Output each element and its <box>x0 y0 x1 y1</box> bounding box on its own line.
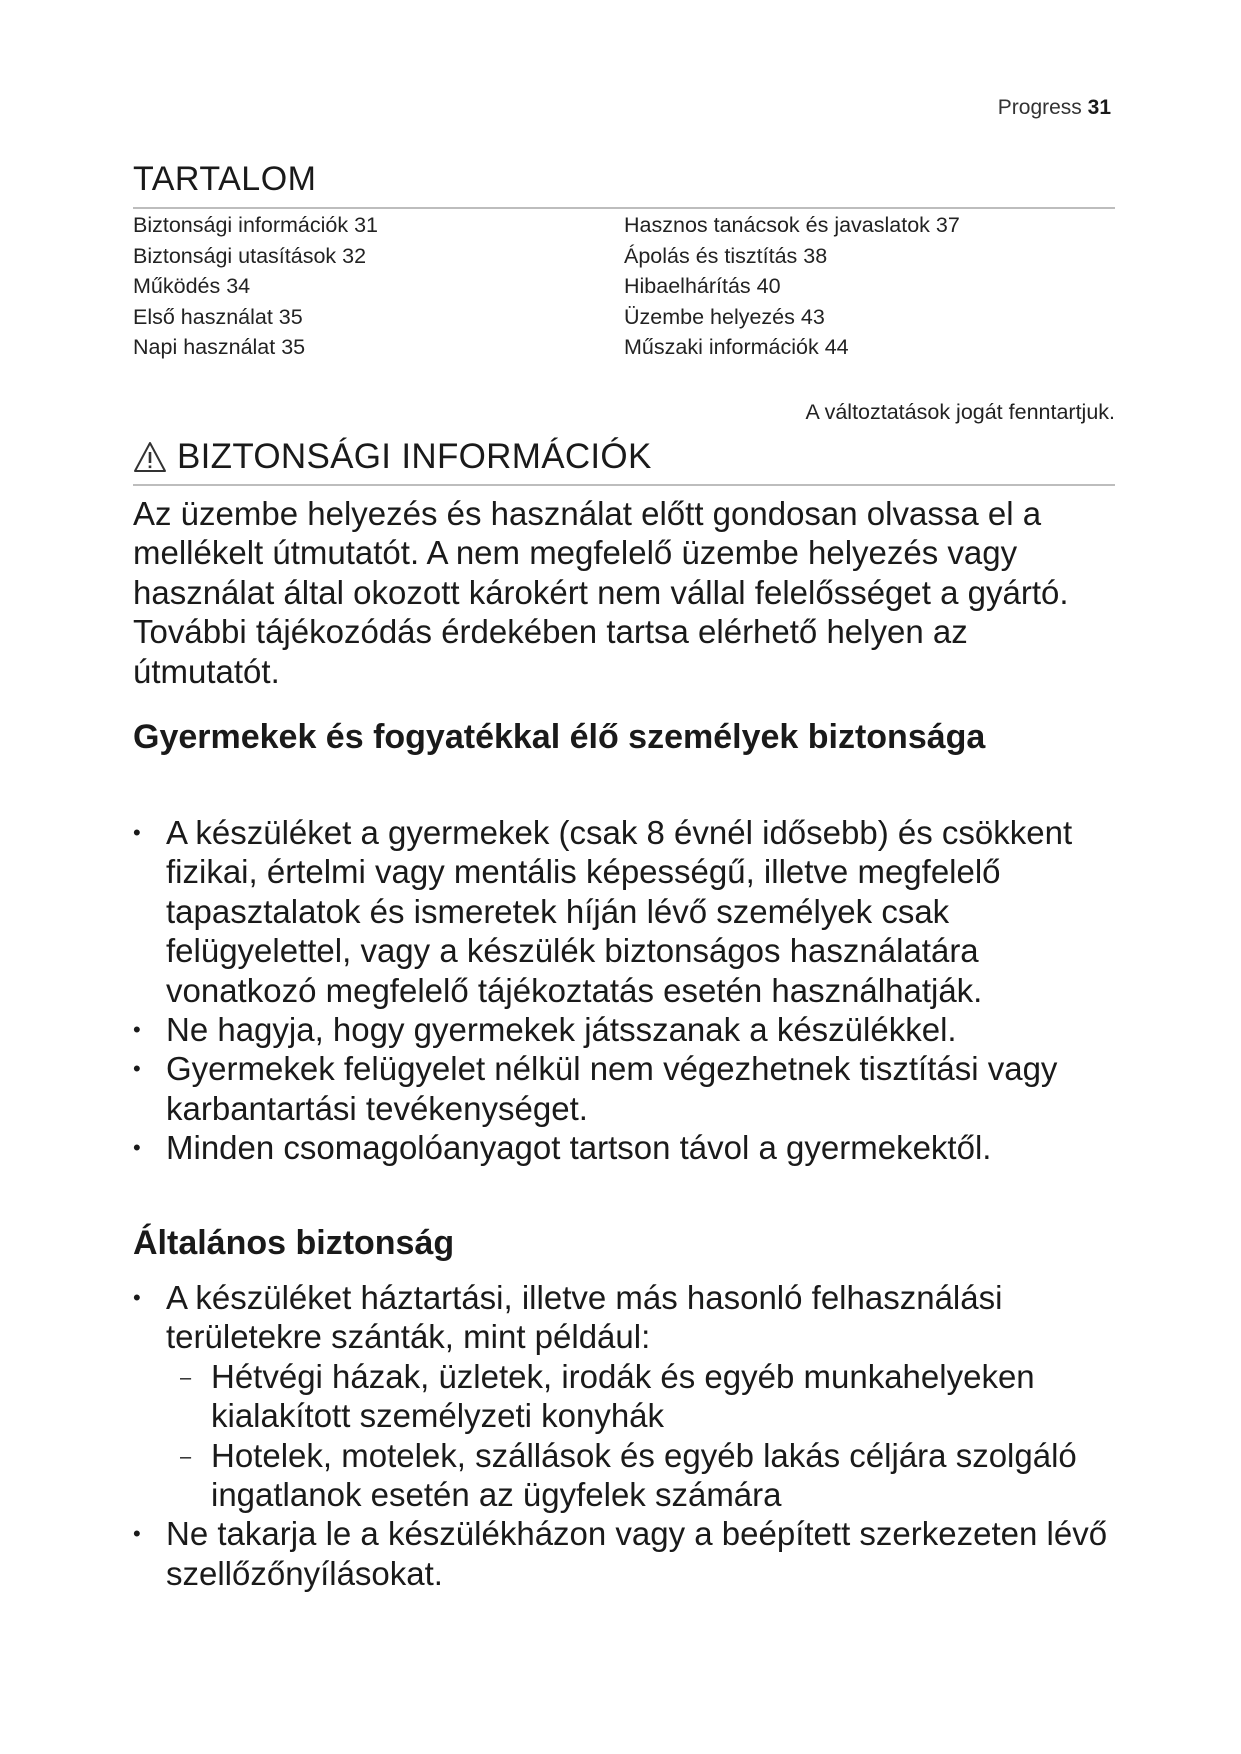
toc-entry[interactable]: Műszaki információk 44 <box>624 335 849 360</box>
toc-entry[interactable]: Első használat 35 <box>133 304 303 329</box>
toc-entry[interactable]: Üzembe helyezés 43 <box>624 304 825 329</box>
list-item: • A készüléket a gyermekek (csak 8 évnél idősebb) és csökkent fizikai, értelmi vagy mentális képességű, illetve megfelelő tapasztalatok és ismeretek híján lévő személyek csak felügyelettel, vagy a készülék biztonságos használatára vonatkozó megfelelő tájékoztatás esetén használhatják. <box>133 813 1115 1010</box>
toc-entry[interactable]: Működés 34 <box>133 274 251 299</box>
rights-note: A változtatások jogát fenntartjuk. <box>805 400 1115 424</box>
table-of-contents <box>133 210 1115 363</box>
list-item-text: A készüléket háztartási, illetve más hasonló felhasználási területekre szánták, mint például: <box>166 1279 1003 1356</box>
list-item: • Gyermekek felügyelet nélkül nem végezhetnek tisztítási vagy karbantartási tevékenységet. <box>133 1049 1115 1128</box>
toc-title: TARTALOM <box>133 160 317 198</box>
toc-left-column <box>133 210 624 363</box>
warning-icon <box>133 441 167 473</box>
toc-entry[interactable]: Biztonsági információk 31 <box>133 213 378 237</box>
list-item <box>133 1278 1115 1514</box>
page-header <box>998 96 1111 120</box>
children-safety-list <box>133 813 1115 1168</box>
toc-entry[interactable]: Hibaelhárítás 40 <box>624 274 781 299</box>
section-divider <box>133 484 1115 486</box>
header-brand: Progress <box>997 96 1082 119</box>
sub-list-item: – Hétvégi házak, üzletek, irodák és egyéb munkahelyeken kialakított személyzeti konyhák <box>180 1357 1115 1436</box>
general-safety-heading: Általános biztonság <box>133 1224 455 1262</box>
section-title-text: BIZTONSÁGI INFORMÁCIÓK <box>177 437 652 476</box>
intro-paragraph: Az üzembe helyezés és használat előtt gondosan olvassa el a mellékelt útmutatót. A nem megfelelő üzembe helyezés vagy használat által okozott károkért nem vállal felelősséget a gyártó. További tájékozódás érdekében tartsa elérhető helyen az útmutatót. <box>133 495 1069 690</box>
toc-divider <box>133 207 1115 209</box>
toc-entry[interactable]: Napi használat 35 <box>133 335 306 360</box>
general-safety-list <box>133 1278 1115 1593</box>
sub-list <box>166 1357 1115 1515</box>
toc-right-column <box>624 210 1115 363</box>
toc-entry[interactable]: Ápolás és tisztítás 38 <box>624 243 828 268</box>
list-item: • Minden csomagolóanyagot tartson távol a gyermekektől. <box>133 1128 1115 1167</box>
list-item: • Ne hagyja, hogy gyermekek játsszanak a készülékkel. <box>133 1010 1115 1049</box>
page-number: 31 <box>1087 96 1111 119</box>
toc-entry[interactable]: Hasznos tanácsok és javaslatok 37 <box>624 213 960 237</box>
section-title <box>133 437 652 477</box>
children-safety-heading: Gyermekek és fogyatékkal élő személyek biztonsága <box>133 718 986 756</box>
list-item: • Ne takarja le a készülékházon vagy a beépített szerkezeten lévő szellőzőnyílásokat. <box>133 1514 1115 1593</box>
sub-list-item: – Hotelek, motelek, szállások és egyéb lakás céljára szolgáló ingatlanok esetén az ügyfelek számára <box>180 1436 1115 1515</box>
toc-entry[interactable]: Biztonsági utasítások 32 <box>133 243 367 268</box>
